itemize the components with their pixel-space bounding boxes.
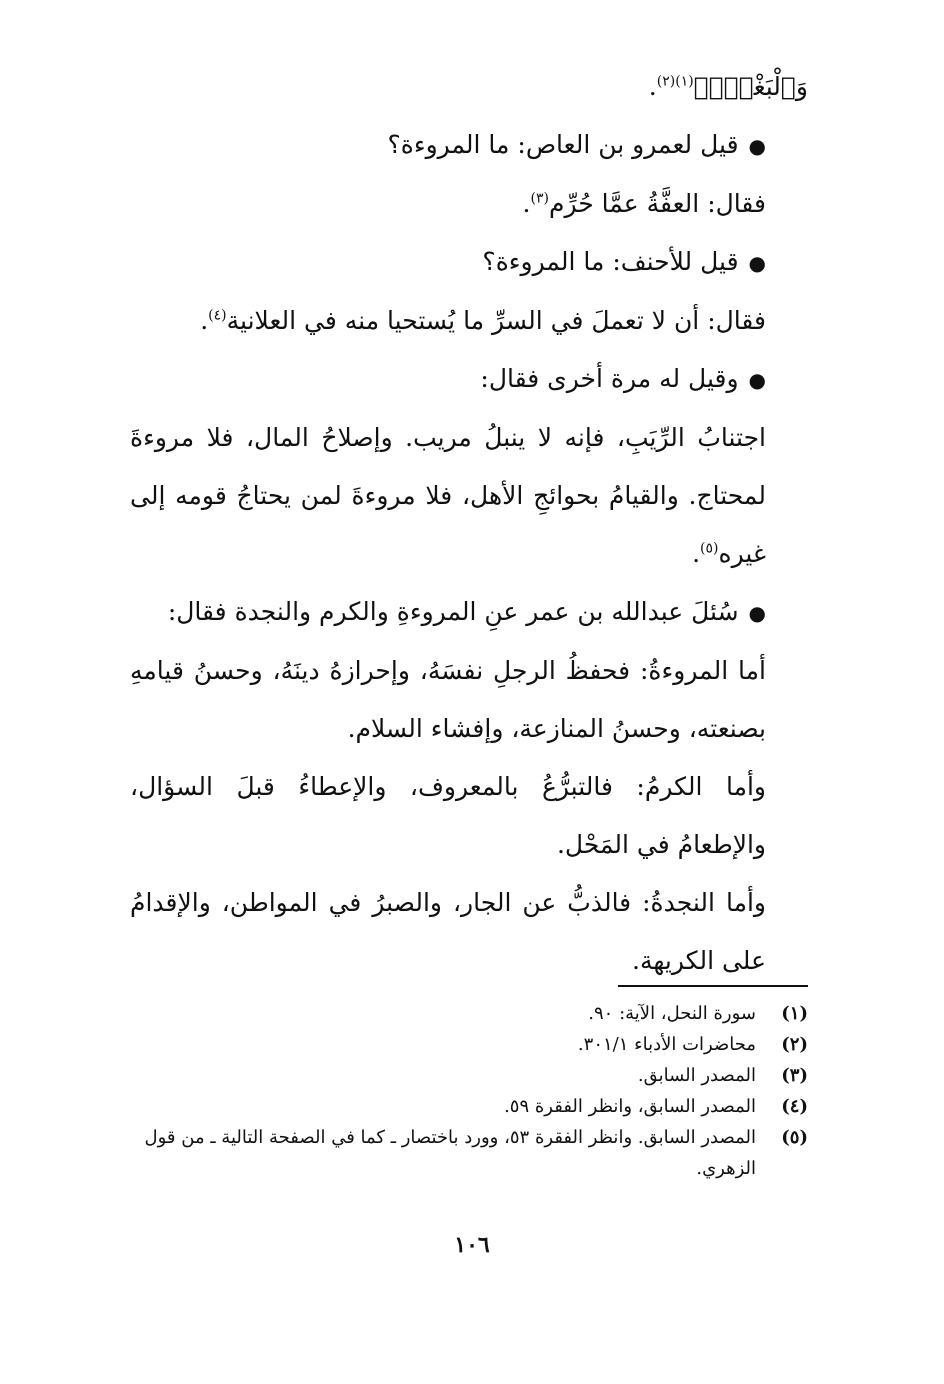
footnote bbox=[108, 1029, 808, 1060]
footnote-divider bbox=[618, 985, 808, 987]
paragraph-text: فقال: أن لا تعملَ في السرِّ ما يُستحيا منه في العلانية bbox=[226, 306, 766, 335]
bullet-icon: ● bbox=[748, 601, 766, 625]
paragraph-text: وأما الكرمُ: فالتبرُّعُ بالمعروف، والإعطاءُ قبلَ السؤال، والإطعامُ في المَحْل. bbox=[130, 772, 766, 859]
footnote-number: (٢) bbox=[781, 1034, 808, 1055]
paragraph-text: سُئلَ عبدالله بن عمر عنِ المروءةِ والكرم والنجدة فقال: bbox=[167, 597, 739, 626]
footnote-number: (١) bbox=[781, 1003, 808, 1024]
bullet-paragraph bbox=[130, 583, 808, 642]
footnotes bbox=[108, 998, 808, 1184]
quote-paragraph bbox=[130, 292, 808, 350]
footnote-number: (٣) bbox=[781, 1065, 808, 1086]
bullet-paragraph bbox=[130, 233, 808, 292]
footnote bbox=[108, 1091, 808, 1122]
footnote bbox=[108, 998, 808, 1029]
footnote-ref: (٣) bbox=[530, 190, 549, 207]
footnote-ref: (٤) bbox=[208, 307, 227, 324]
footnote-text: المصدر السابق. وانظر الفقرة ٥٣، وورد باختصار ـ كما في الصفحة التالية ـ من قول الزهري. bbox=[144, 1127, 756, 1179]
quran-fragment: وَٱلْبَغْيِۚ﴾ bbox=[693, 72, 808, 101]
paragraph-text: فقال: العفَّةُ عمَّا حُرِّم bbox=[548, 189, 766, 218]
footnote-number: (٥) bbox=[781, 1127, 808, 1148]
period: . bbox=[522, 189, 531, 218]
footnote bbox=[108, 1060, 808, 1091]
footnote-text: محاضرات الأدباء ٣٠١/١. bbox=[577, 1034, 756, 1055]
bullet-icon: ● bbox=[748, 134, 766, 158]
bullet-paragraph bbox=[130, 116, 808, 175]
paragraph-text: اجتنابُ الرِّيَبِ، فإنه لا ينبلُ مريب. وإصلاحُ المال، فلا مروءةَ لمحتاج. والقيامُ بحوائجِ الأهل، فلا مروءةَ لمن يحتاجُ قومه إلى غيره bbox=[130, 423, 766, 568]
footnote-text: المصدر السابق، وانظر الفقرة ٥٩. bbox=[504, 1096, 756, 1117]
paragraph-text: وقيل له مرة أخرى فقال: bbox=[480, 364, 739, 393]
footnote-ref: (٥) bbox=[700, 540, 719, 557]
footnote-refs: (١)(٢) bbox=[656, 73, 694, 90]
footnote-text: سورة النحل، الآية: ٩٠. bbox=[588, 1003, 756, 1024]
quote-paragraph bbox=[130, 758, 808, 874]
footnote-text: المصدر السابق. bbox=[637, 1065, 756, 1086]
bullet-icon: ● bbox=[748, 368, 766, 392]
footnote-number: (٤) bbox=[781, 1096, 808, 1117]
paragraph-text: أما المروءةُ: فحفظُ الرجلِ نفسَهُ، وإحرازهُ دينَهُ، وحسنُ قيامهِ بصنعته، وحسنُ المنازعة، وإفشاء السلام. bbox=[130, 656, 766, 743]
paragraph-text: قيل لعمرو بن العاص: ما المروءة؟ bbox=[387, 130, 739, 159]
period: . bbox=[648, 72, 657, 101]
sections bbox=[130, 116, 808, 990]
quote-paragraph bbox=[130, 642, 808, 758]
period: . bbox=[692, 539, 701, 568]
paragraph-text: قيل للأحنف: ما المروءة؟ bbox=[482, 247, 739, 276]
bullet-paragraph bbox=[130, 350, 808, 409]
bullet-icon: ● bbox=[748, 251, 766, 275]
quran-fragment-line bbox=[130, 58, 808, 116]
paragraph-text: وأما النجدةُ: فالذبُّ عن الجار، والصبرُ في المواطن، والإقدامُ على الكريهة. bbox=[130, 888, 766, 975]
quote-paragraph bbox=[130, 874, 808, 990]
quote-paragraph bbox=[130, 175, 808, 233]
footnote bbox=[108, 1122, 808, 1184]
page-number: ١٠٦ bbox=[454, 1232, 490, 1258]
quote-paragraph bbox=[130, 409, 808, 583]
period: . bbox=[200, 306, 209, 335]
main-text bbox=[130, 58, 808, 990]
